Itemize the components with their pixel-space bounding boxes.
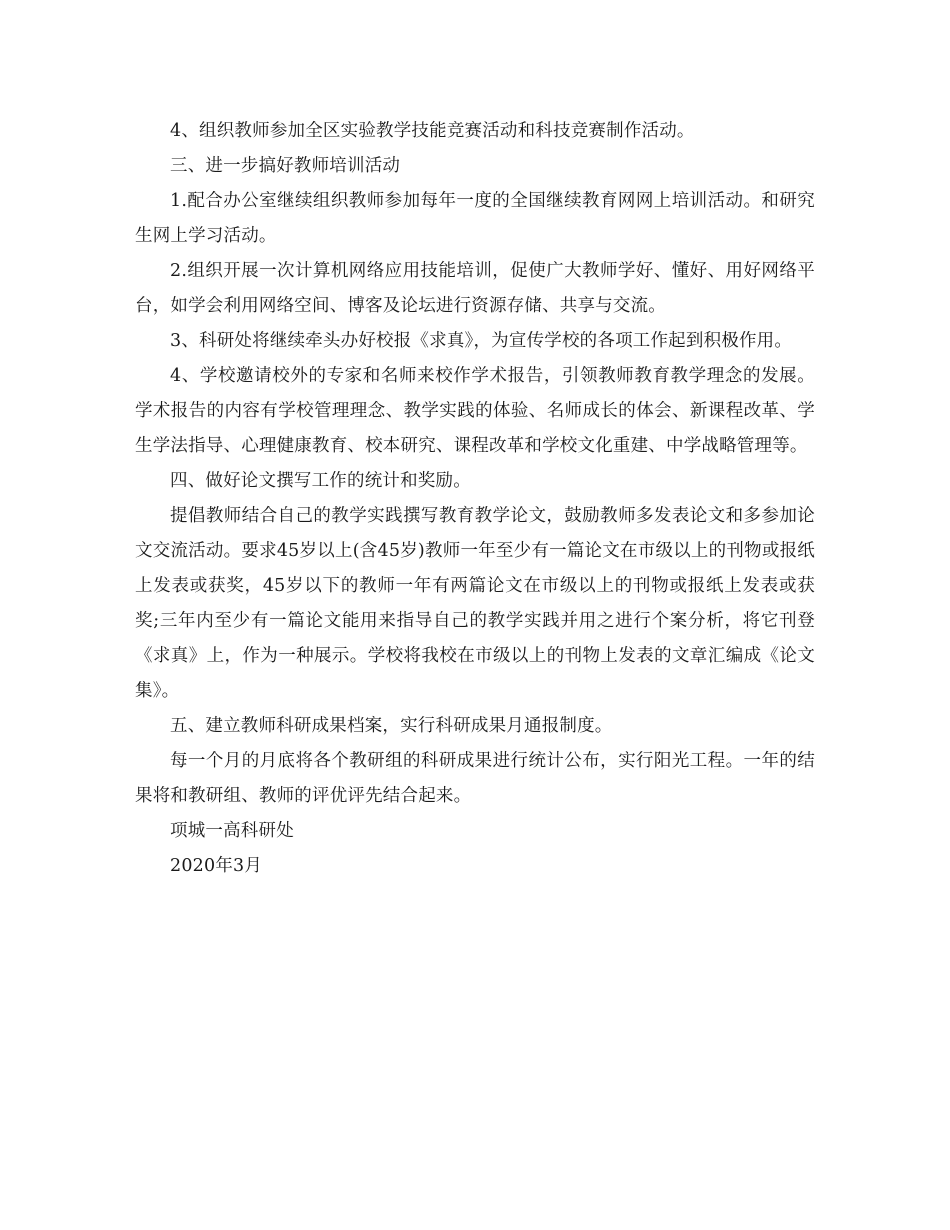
section-heading-teacher-training: 三、进一步搞好教师培训活动 bbox=[170, 156, 401, 176]
paragraph-school-newspaper: 3、科研处将继续牵头办好校报《求真》，为宣传学校的各项工作起到积极作用。 bbox=[170, 331, 793, 351]
paragraph-academic-reports: 4、学校邀请校外的专家和名师来校作学术报告，引领教师教育教学理念的发展。学术报告的内容有学校管理理念、教学实践的体验、名师成长的体会、新课程改革、学生学法指导、心理健康教育、校本研究、课程改革和学校文化重建、中学战略管理等。 bbox=[135, 366, 815, 456]
paragraph-online-training: 1.配合办公室继续组织教师参加每年一度的全国继续教育网网上培训活动。和研究生网上学习活动。 bbox=[135, 191, 815, 246]
section-heading-research-archive: 五、建立教师科研成果档案，实行科研成果月通报制度。 bbox=[170, 716, 613, 736]
paragraph-paper-requirements: 提倡教师结合自己的教学实践撰写教育教学论文，鼓励教师多发表论文和多参加论文交流活动。要求45岁以上(含45岁)教师一年至少有一篇论文在市级以上的刊物或报纸上发表或获奖，45岁以下的教师一年有两篇论文在市级以上的刊物或报纸上发表或获奖;三年内至少有一篇论文能用来指导自己的教学实践并用之进行个案分析，将它刊登《求真》上，作为一种展示。学校将我校在市级以上的刊物上发表的文章汇编成《论文集》。 bbox=[135, 506, 815, 701]
signature-date: 2020年3月 bbox=[170, 856, 263, 876]
paragraph-network-skills-training: 2.组织开展一次计算机网络应用技能培训，促使广大教师学好、懂好、用好网络平台，如学会利用网络空间、博客及论坛进行资源存储、共享与交流。 bbox=[135, 261, 815, 316]
section-heading-paper-writing: 四、做好论文撰写工作的统计和奖励。 bbox=[170, 471, 471, 491]
paragraph-item-4-competition: 4、组织教师参加全区实验教学技能竞赛活动和科技竞赛制作活动。 bbox=[170, 121, 695, 141]
signature-office: 项城一高科研处 bbox=[170, 821, 294, 841]
paragraph-monthly-report: 每一个月的月底将各个教研组的科研成果进行统计公布，实行阳光工程。一年的结果将和教研组、教师的评优评先结合起来。 bbox=[135, 751, 815, 806]
document-body bbox=[135, 114, 815, 884]
